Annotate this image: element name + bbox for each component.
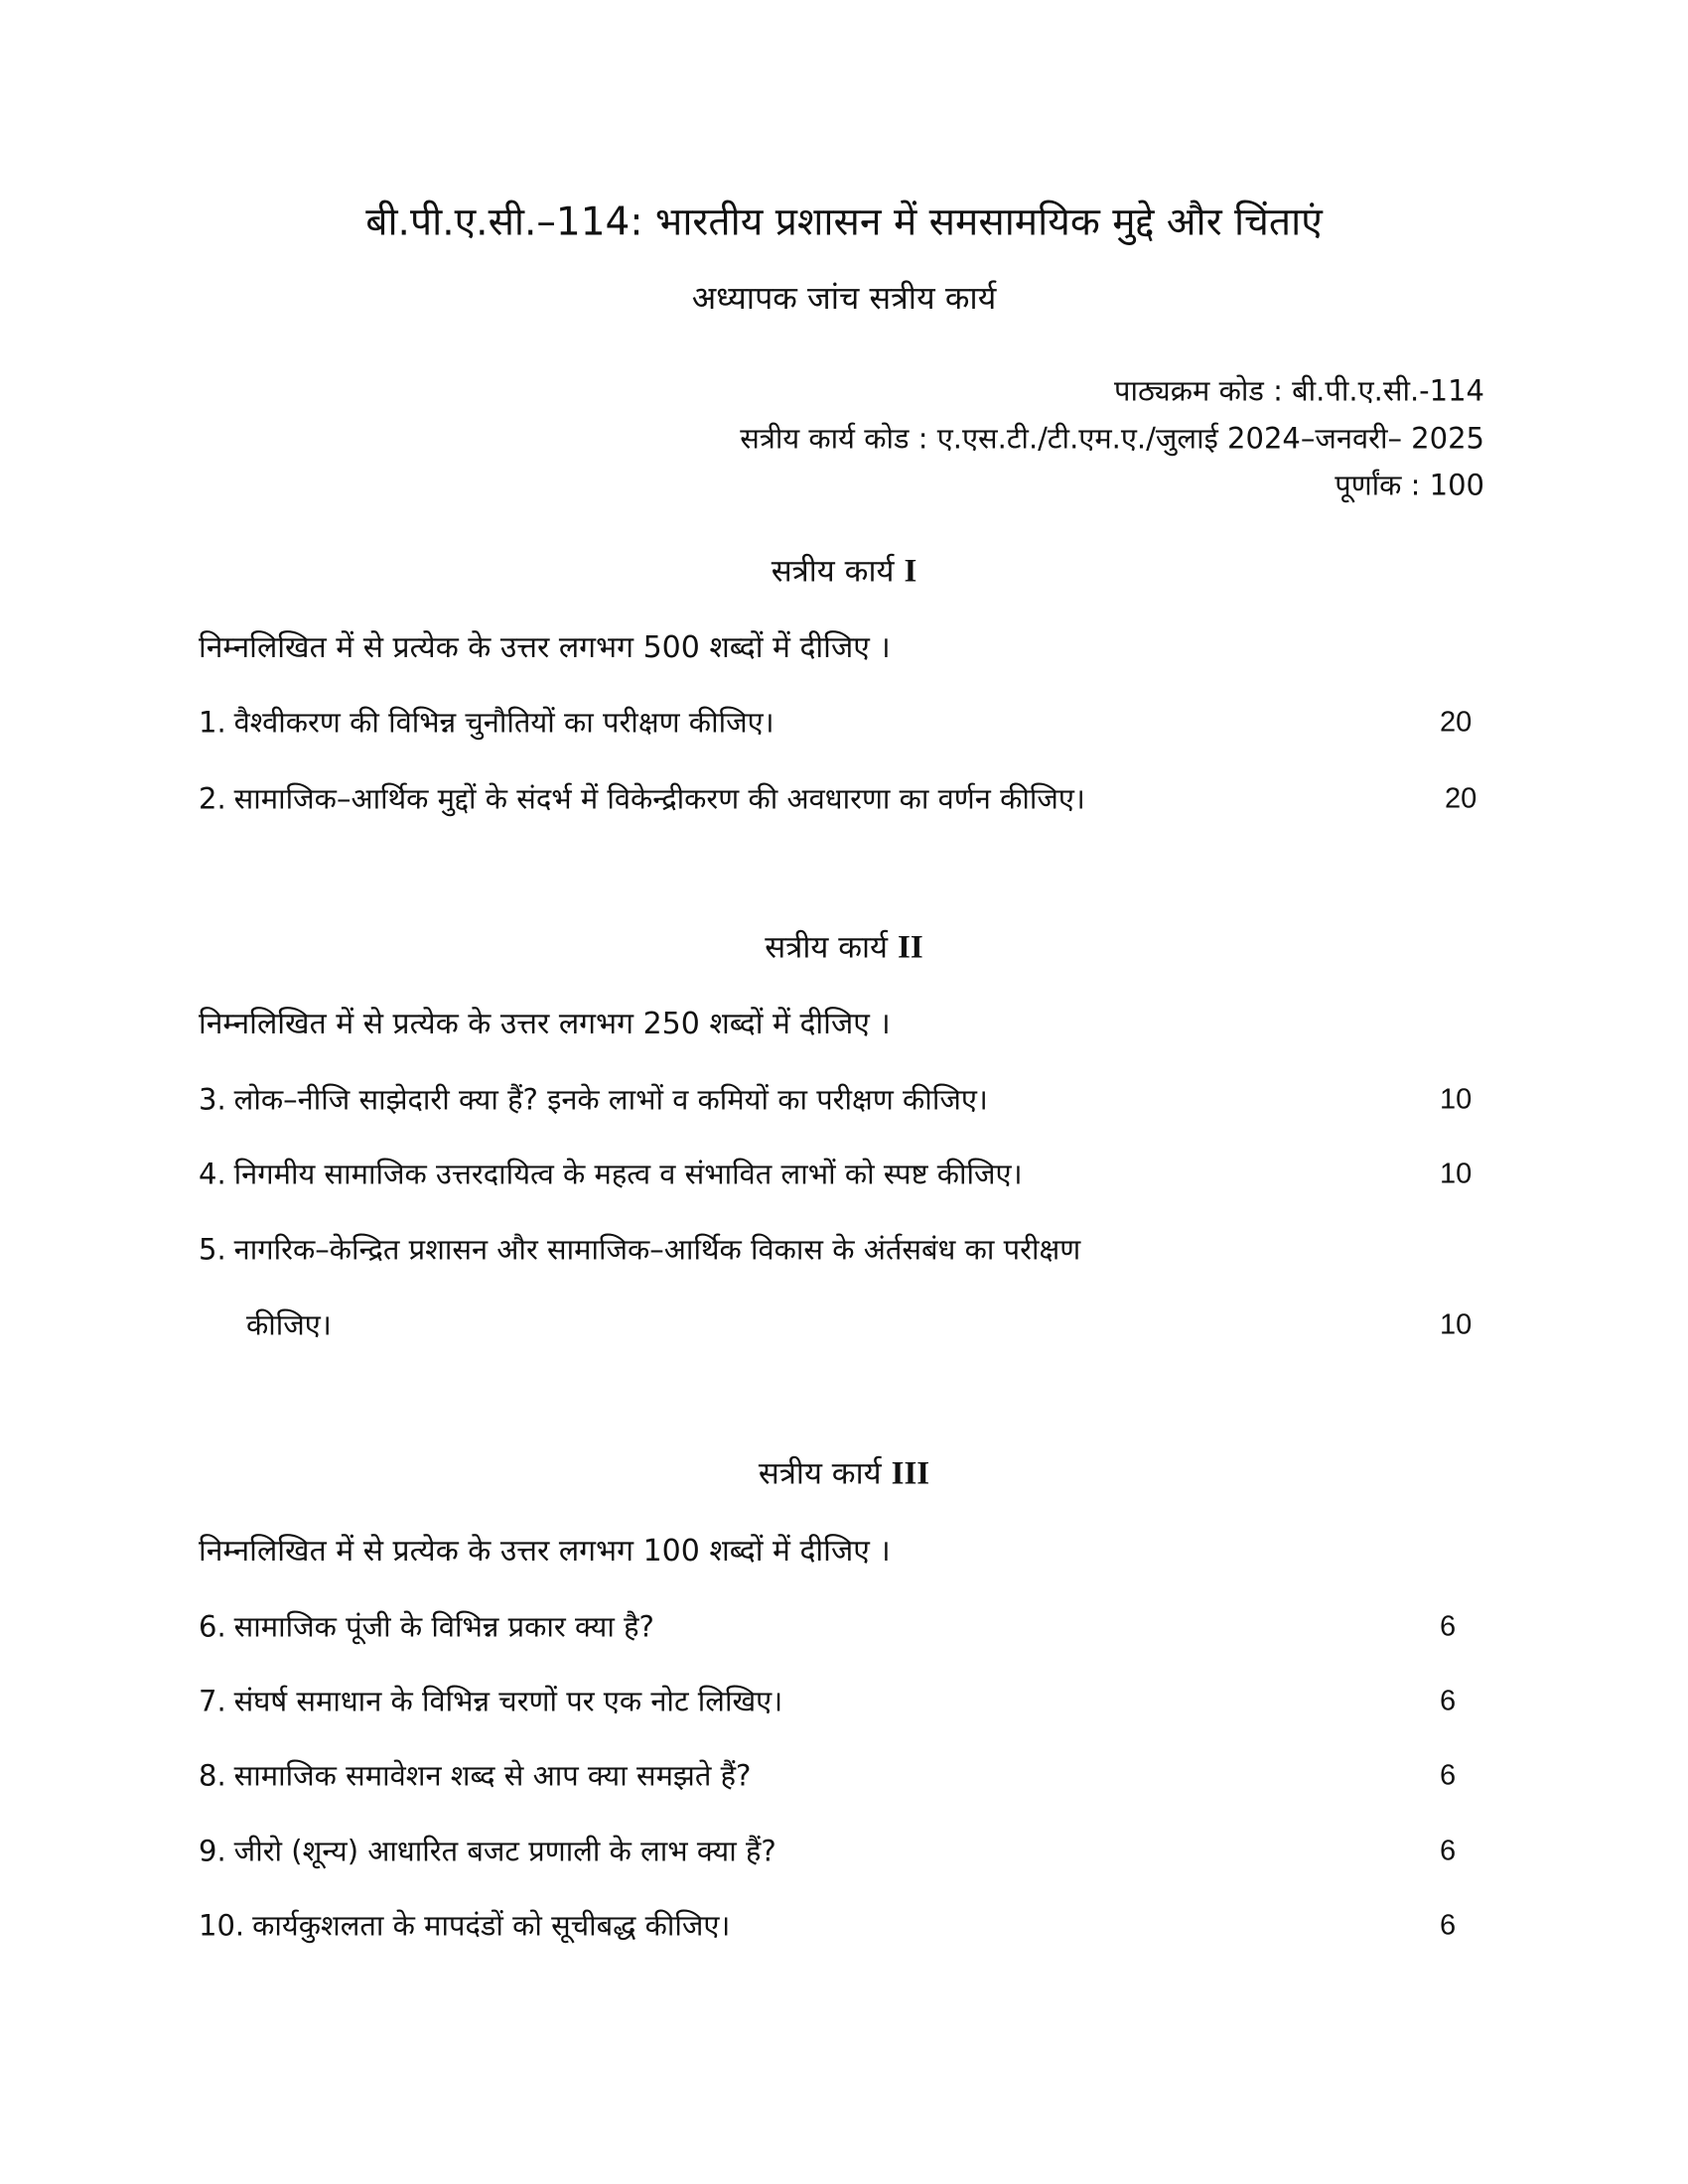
question-text: नागरिक–केन्द्रित प्रशासन और सामाजिक–आर्थिक विकास के अंर्तसबंध का परीक्षण bbox=[233, 1232, 1081, 1267]
question-number: 2. bbox=[199, 781, 226, 816]
question-text: जीरो (शून्य) आधारित बजट प्रणाली के लाभ क्या हैं? bbox=[233, 1834, 776, 1868]
question-marks: 6 bbox=[1440, 1685, 1457, 1717]
section-numeral: II bbox=[898, 929, 923, 966]
question-marks: 6 bbox=[1440, 1759, 1457, 1792]
section-heading bbox=[0, 553, 1688, 590]
question-number: 6. bbox=[199, 1609, 226, 1644]
question-number: 7. bbox=[199, 1684, 226, 1718]
question-number: 5. bbox=[199, 1232, 226, 1267]
question-item bbox=[199, 1684, 783, 1718]
question-number: 9. bbox=[199, 1834, 226, 1868]
document-subtitle: अध्यापक जांच सत्रीय कार्य bbox=[691, 279, 997, 317]
question-number: 3. bbox=[199, 1082, 226, 1117]
question-text: वैश्वीकरण की विभिन्न चुनौतियों का परीक्षण कीजिए। bbox=[233, 705, 774, 740]
course-code: पाठ्यक्रम कोड : बी.पी.ए.सी.-114 bbox=[1114, 373, 1484, 408]
question-item bbox=[199, 1609, 654, 1644]
question-item bbox=[199, 705, 774, 740]
question-number: 4. bbox=[199, 1157, 226, 1191]
question-item bbox=[199, 1758, 752, 1793]
section-instruction: निम्नलिखित में से प्रत्येक के उत्तर लगभग 500 शब्दों में दीजिए । bbox=[199, 630, 891, 665]
question-number: 10. bbox=[199, 1908, 245, 1943]
section-heading-label: सत्रीय कार्य bbox=[758, 1455, 882, 1492]
question-marks: 6 bbox=[1440, 1610, 1457, 1643]
question-number: 1. bbox=[199, 705, 226, 740]
section-heading-label: सत्रीय कार्य bbox=[771, 553, 895, 590]
question-item bbox=[199, 781, 1085, 816]
question-marks: 20 bbox=[1440, 706, 1473, 739]
question-text: सामाजिक समावेशन शब्द से आप क्या समझते हैं? bbox=[233, 1758, 752, 1793]
question-item bbox=[199, 1157, 1023, 1191]
section-heading-label: सत्रीय कार्य bbox=[765, 929, 889, 966]
question-text-continuation: कीजिए। bbox=[246, 1307, 332, 1342]
question-marks: 6 bbox=[1440, 1835, 1457, 1867]
question-marks: 20 bbox=[1445, 782, 1477, 815]
section-numeral: I bbox=[904, 553, 917, 590]
question-item bbox=[199, 1834, 776, 1868]
question-text: निगमीय सामाजिक उत्तरदायित्व के महत्व व संभावित लाभों को स्पष्ट कीजिए। bbox=[233, 1157, 1023, 1191]
question-item bbox=[199, 1908, 731, 1943]
question-item bbox=[199, 1082, 988, 1117]
question-text: संघर्ष समाधान के विभिन्न चरणों पर एक नोट लिखिए। bbox=[233, 1684, 783, 1718]
question-item bbox=[199, 1232, 1081, 1267]
section-heading bbox=[0, 929, 1688, 966]
question-marks: 10 bbox=[1440, 1158, 1473, 1190]
question-marks: 10 bbox=[1440, 1308, 1473, 1341]
section-heading bbox=[0, 1455, 1688, 1492]
question-text: लोक–नीजि साझेदारी क्या हैं? इनके लाभों व कमियों का परीक्षण कीजिए। bbox=[233, 1082, 988, 1117]
document-title: बी.पी.ए.सी.–114: भारतीय प्रशासन में समसामयिक मुद्दे और चिंताएं bbox=[365, 200, 1323, 245]
question-text: सामाजिक पूंजी के विभिन्न प्रकार क्या है? bbox=[233, 1609, 654, 1644]
max-marks: पूर्णांक : 100 bbox=[1335, 468, 1484, 502]
question-text: सामाजिक–आर्थिक मुद्दों के संदर्भ में विकेन्द्रीकरण की अवधारणा का वर्णन कीजिए। bbox=[233, 781, 1085, 816]
section-numeral: III bbox=[891, 1455, 930, 1492]
assignment-code: सत्रीय कार्य कोड : ए.एस.टी./टी.एम.ए./जुलाई 2024–जनवरी– 2025 bbox=[740, 421, 1484, 456]
question-number: 8. bbox=[199, 1758, 226, 1793]
question-text: कार्यकुशलता के मापदंडों को सूचीबद्ध कीजिए। bbox=[252, 1908, 731, 1943]
question-marks: 6 bbox=[1440, 1909, 1457, 1942]
section-instruction: निम्नलिखित में से प्रत्येक के उत्तर लगभग 100 शब्दों में दीजिए । bbox=[199, 1534, 891, 1569]
question-marks: 10 bbox=[1440, 1083, 1473, 1116]
section-instruction: निम्नलिखित में से प्रत्येक के उत्तर लगभग 250 शब्दों में दीजिए । bbox=[199, 1007, 891, 1041]
